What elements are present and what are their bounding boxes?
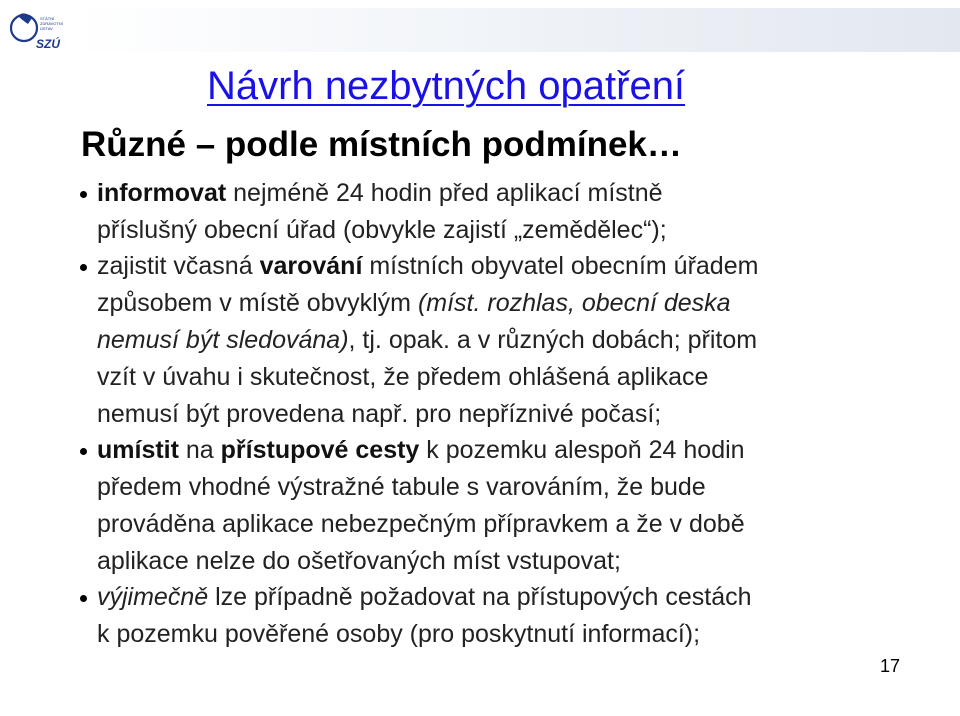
page-number: 17 [880, 656, 901, 676]
text-run: na [178, 436, 221, 464]
bullet-line [97, 285, 940, 322]
text-run: předem vhodné výstražné tabule s varováním, že bude [97, 473, 706, 501]
bullet-line [97, 616, 940, 653]
bullet-line [97, 359, 940, 396]
bullet-item [80, 432, 940, 580]
logo-mark: SZÚ [36, 37, 60, 51]
text-run: k pozemku alespoň 24 hodin [419, 436, 745, 464]
bullet-line [97, 579, 940, 616]
text-run: zajistit včasná [97, 252, 260, 280]
bullet-item [80, 248, 940, 433]
bullet-item [80, 579, 940, 653]
text-run: prováděna aplikace nebezpečným přípravkem a že v době [97, 510, 745, 538]
text-run: příslušný obecní úřad (obvykle zajistí „zemědělec“); [97, 216, 667, 244]
bullet-line [97, 248, 940, 285]
text-run: vzít v úvahu i skutečnost, že předem ohlášená aplikace [97, 363, 709, 391]
text-run: způsobem v místě obvyklým [97, 289, 418, 317]
emphasis-bold: informovat [97, 179, 227, 207]
bullet-line [97, 175, 940, 212]
emphasis-italic: (míst. rozhlas, obecní deska [417, 289, 731, 317]
bullet-line [97, 432, 940, 469]
bullet-line [97, 543, 940, 580]
text-run: místních obyvatel obecním úřadem [362, 252, 759, 280]
emphasis-bold: umístit [97, 436, 179, 464]
text-run: , tj. opak. a v různých dobách; přitom [348, 326, 758, 354]
emphasis-italic: nemusí být sledována) [97, 326, 349, 354]
text-run: nejméně 24 hodin před aplikací místně [226, 179, 663, 207]
text-run: aplikace nelze do ošetřovaných míst vstupovat; [97, 547, 621, 575]
header-band [72, 8, 960, 52]
logo-line-3: ÚSTAV [40, 26, 53, 31]
page-subtitle: Různé – podle místních podmínek… [81, 125, 682, 164]
logo-line-2: ZDRAVOTNÍ [40, 21, 63, 26]
text-run: nemusí být provedena např. pro nepříznivé počasí; [97, 400, 662, 428]
page-title: Návrh nezbytných opatření [207, 64, 686, 108]
bullet-line [97, 322, 940, 359]
text-run: lze případně požadovat na přístupových cestách [208, 583, 752, 611]
bullet-line [97, 506, 940, 543]
bullet-list [80, 175, 940, 653]
bullet-item [80, 175, 940, 249]
szu-logo-icon [10, 8, 64, 54]
bullet-line [97, 469, 940, 506]
bullet-line [97, 396, 940, 433]
text-run: k pozemku pověřené osoby (pro poskytnutí informací); [97, 620, 701, 648]
emphasis-bold: varování [259, 252, 363, 280]
emphasis-bold: přístupové cesty [220, 436, 420, 464]
logo-line-1: STÁTNÍ [40, 16, 55, 21]
bullet-line [97, 212, 940, 249]
emphasis-italic: výjimečně [97, 583, 209, 611]
